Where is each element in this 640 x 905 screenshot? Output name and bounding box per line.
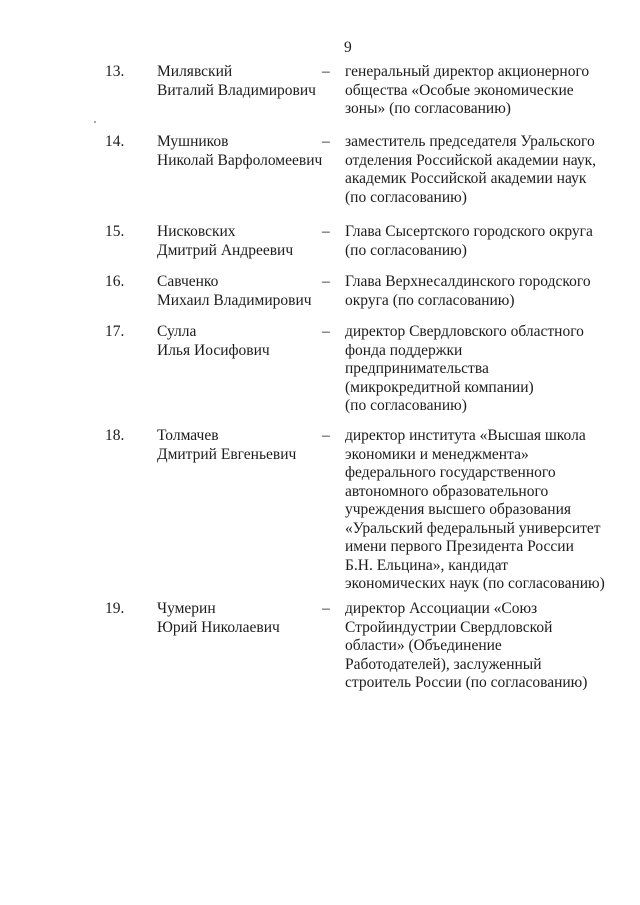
entry-number: 15.	[105, 223, 125, 240]
list-entry	[105, 133, 607, 207]
page-number: 9	[344, 39, 352, 56]
entry-description-line: заместитель председателя Уральского	[345, 133, 595, 150]
entry-description	[345, 323, 607, 416]
entry-description-line: имени первого Президента России	[345, 538, 574, 555]
entry-description-line: области» (Объединение	[345, 637, 502, 654]
entry-number: 18.	[105, 427, 125, 444]
entry-name-line: Сулла	[157, 323, 197, 340]
entry-description-line: (по согласованию)	[345, 188, 467, 206]
entry-description-line: федерального государственного	[345, 464, 556, 481]
entry-dash-separator: –	[322, 133, 330, 150]
entry-name	[157, 323, 322, 360]
entry-name-line: Дмитрий Андреевич	[157, 241, 294, 259]
entry-description-line: зоны» (по согласованию)	[345, 100, 511, 117]
entry-name-line: Юрий Николаевич	[157, 618, 280, 636]
entry-name-line: Дмитрий Евгеньевич	[157, 445, 297, 463]
list-entry	[105, 223, 607, 260]
entry-description-line: экономики и менеджмента»	[345, 445, 529, 463]
entry-number: 14.	[105, 133, 125, 150]
entry-name	[157, 427, 322, 464]
entry-description	[345, 133, 607, 207]
entry-description-line: отделения Российской академии наук,	[345, 151, 596, 169]
entry-dash-separator: –	[322, 323, 330, 340]
entry-number: 16.	[105, 273, 125, 290]
entry-name-line: Савченко	[157, 273, 219, 290]
entry-description-line: (по согласованию)	[345, 241, 467, 259]
entry-name-line: Николай Варфоломеевич	[157, 151, 323, 169]
entry-description-line: учреждения высшего образования	[345, 501, 572, 518]
entry-description-line: Стройиндустрии Свердловской	[345, 618, 553, 636]
entry-description	[345, 600, 607, 693]
entry-description	[345, 63, 607, 119]
entry-description-line: округа (по согласованию)	[345, 291, 515, 309]
entry-description-line: Б.Н. Ельцина», кандидат	[345, 556, 509, 574]
entry-description-line: директор Ассоциации «Союз	[345, 600, 538, 617]
entry-name	[157, 600, 322, 637]
entry-name-line: Милявский	[157, 63, 233, 80]
entry-description-line: генеральный директор акционерного	[345, 63, 590, 80]
entry-description-line: Глава Сысертского городского округа	[345, 223, 593, 240]
entry-description	[345, 223, 607, 260]
entry-description-line: экономических наук (по согласованию)	[345, 575, 605, 592]
entry-description-line: (микрокредитной компании)	[345, 378, 534, 396]
list-entry	[105, 427, 607, 594]
entry-name-line: Нисковских	[157, 223, 236, 240]
list-entry	[105, 600, 607, 693]
entry-name-line: Чумерин	[157, 600, 216, 617]
entry-dash-separator: –	[322, 600, 330, 617]
list-entry	[105, 63, 607, 119]
entry-name-line: Виталий Владимирович	[157, 81, 316, 99]
entry-name-line: Мушников	[157, 133, 229, 150]
entry-description-line: строитель России (по согласованию)	[345, 674, 588, 691]
entry-description-line: Глава Верхнесалдинского городского	[345, 273, 591, 290]
entry-number: 13.	[105, 63, 125, 80]
entry-name-line: Илья Иосифович	[157, 341, 270, 359]
entry-name	[157, 63, 322, 100]
entry-dash-separator: –	[322, 427, 330, 444]
scan-artifact-dot	[94, 121, 96, 123]
entry-name	[157, 223, 322, 260]
entry-description-line: «Уральский федеральный университет	[345, 519, 601, 537]
entry-description-line: автономного образовательного	[345, 482, 549, 500]
entry-description	[345, 427, 607, 594]
entry-dash-separator: –	[322, 223, 330, 240]
entry-name-line: Михаил Владимирович	[157, 291, 312, 309]
entry-description-line: директор Свердловского областного	[345, 323, 584, 340]
entry-dash-separator: –	[322, 63, 330, 80]
entry-name-line: Толмачев	[157, 427, 219, 444]
entry-description-line: Работодателей), заслуженный	[345, 655, 542, 673]
list-entry	[105, 323, 607, 416]
entry-description-line: директор института «Высшая школа	[345, 427, 586, 444]
entry-description-line: академик Российской академии наук	[345, 170, 587, 187]
list-entry	[105, 273, 607, 310]
entry-description-line: фонда поддержки	[345, 341, 463, 359]
entry-number: 17.	[105, 323, 125, 340]
entry-name	[157, 133, 322, 170]
entry-description	[345, 273, 607, 310]
entry-number: 19.	[105, 600, 125, 617]
entry-description-line: общества «Особые экономические	[345, 81, 574, 99]
entry-description-line: предпринимательства	[345, 360, 489, 377]
entry-description-line: (по согласованию)	[345, 397, 467, 414]
entry-name	[157, 273, 322, 310]
entry-dash-separator: –	[322, 273, 330, 290]
